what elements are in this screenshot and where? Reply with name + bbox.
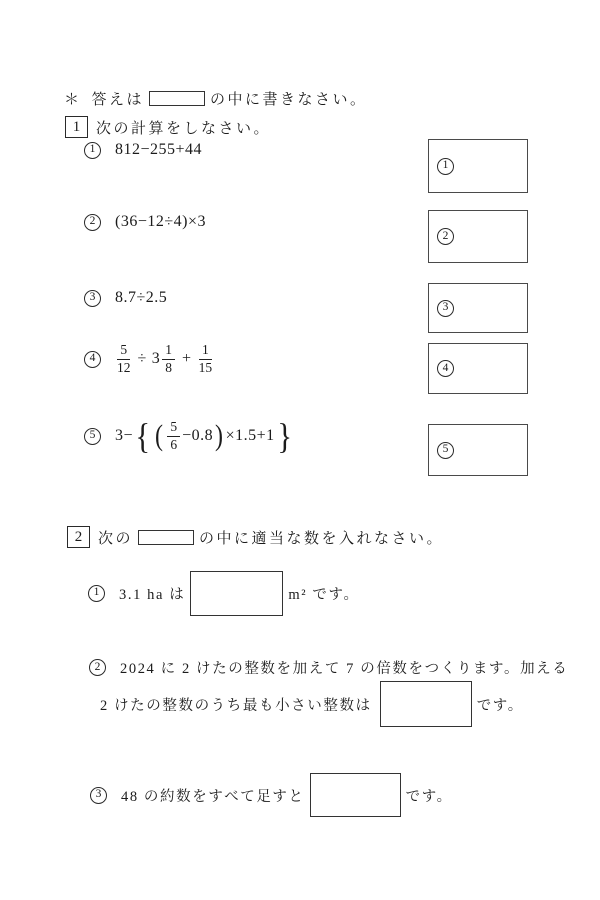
problem-text-before: 3.1 ha は	[119, 586, 186, 603]
problem-1-5	[84, 416, 294, 456]
circled-number: 4	[437, 360, 454, 377]
note-text-after: の中に書きなさい。	[210, 92, 368, 108]
fraction-denominator: 12	[117, 359, 131, 375]
problem-text-after: です。	[476, 697, 524, 714]
answer-box-1	[428, 139, 528, 193]
section2-number-box: 2	[67, 526, 90, 548]
circled-number: 3	[84, 290, 101, 307]
note-text-before: 答えは	[91, 92, 145, 108]
expression-tail: ×1.5+1	[225, 427, 275, 444]
answer-box-4	[428, 343, 528, 394]
fraction-denominator: 15	[198, 359, 213, 375]
circled-number: 5	[437, 442, 454, 459]
answer-box-3	[428, 283, 528, 333]
section1-number-box: 1	[65, 116, 88, 138]
note-answer-blank-box	[149, 91, 205, 106]
problem-text-line1: 2024 に 2 けたの整数を加えて 7 の倍数をつくります。加える	[120, 661, 569, 677]
problem-1-2	[84, 213, 206, 231]
operator: +	[182, 350, 192, 367]
circled-number: 1	[88, 585, 105, 602]
problem-text-before: 48 の約数をすべて足すと	[121, 788, 305, 805]
section2-title-before: 次の	[98, 530, 134, 547]
section2-header	[67, 526, 444, 548]
section1-title: 次の計算をしなさい。	[96, 120, 272, 137]
fraction-denominator: 6	[170, 436, 178, 452]
fraction-numerator: 5	[167, 420, 180, 436]
fraction	[199, 343, 213, 374]
left-paren: (	[154, 419, 164, 452]
circled-number: 2	[437, 228, 454, 245]
expression-middle: −0.8	[182, 427, 214, 444]
problem-2-1	[88, 570, 360, 616]
whole-number: 3	[151, 350, 161, 367]
problem-expression	[115, 418, 294, 454]
problem-text-after: m² です。	[288, 586, 360, 603]
problem-expression: (36−12÷4)×3	[115, 213, 206, 230]
expression-lead: 3−	[115, 427, 134, 444]
answer-box-5	[428, 424, 528, 476]
answer-box-2	[428, 210, 528, 263]
circled-number: 2	[89, 659, 106, 676]
circled-number: 4	[84, 351, 101, 368]
problem-text-after: です。	[405, 788, 453, 805]
problem-2-3	[90, 773, 453, 817]
problem-expression: 8.7÷2.5	[115, 289, 168, 306]
fill-in-box	[190, 571, 283, 616]
section1-header	[65, 116, 271, 138]
right-brace: }	[276, 416, 293, 456]
fraction-numerator: 1	[199, 343, 212, 359]
asterisk-mark: ＊	[64, 92, 82, 108]
section2-title-after: の中に適当な数を入れなさい。	[199, 530, 445, 547]
problem-1-3	[84, 289, 167, 307]
right-paren: )	[215, 419, 224, 452]
fill-in-box	[380, 681, 472, 727]
circled-number: 3	[437, 300, 454, 317]
problem-2-2-line1	[89, 657, 568, 678]
problem-1-1	[84, 141, 202, 159]
section2-inline-blank-box	[138, 530, 194, 545]
problem-1-4	[84, 343, 214, 375]
left-brace: {	[135, 416, 151, 456]
circled-number: 3	[90, 787, 107, 804]
fraction	[117, 343, 131, 374]
problem-expression: 812−255+44	[115, 141, 203, 158]
fraction-numerator: 1	[162, 343, 175, 359]
problem-expression	[115, 343, 214, 374]
circled-number: 1	[84, 142, 101, 159]
fraction-denominator: 8	[165, 359, 173, 375]
operator: ÷	[137, 350, 147, 367]
fill-in-box	[310, 773, 401, 817]
circled-number: 2	[84, 214, 101, 231]
fraction	[167, 420, 180, 451]
answer-note-line	[64, 88, 368, 109]
fraction-numerator: 5	[117, 343, 130, 359]
fraction	[162, 343, 175, 374]
problem-2-2-line2	[100, 681, 524, 727]
problem-text-before: 2 けたの整数のうち最も小さい整数は	[100, 697, 372, 714]
circled-number: 1	[437, 158, 454, 175]
circled-number: 5	[84, 428, 101, 445]
